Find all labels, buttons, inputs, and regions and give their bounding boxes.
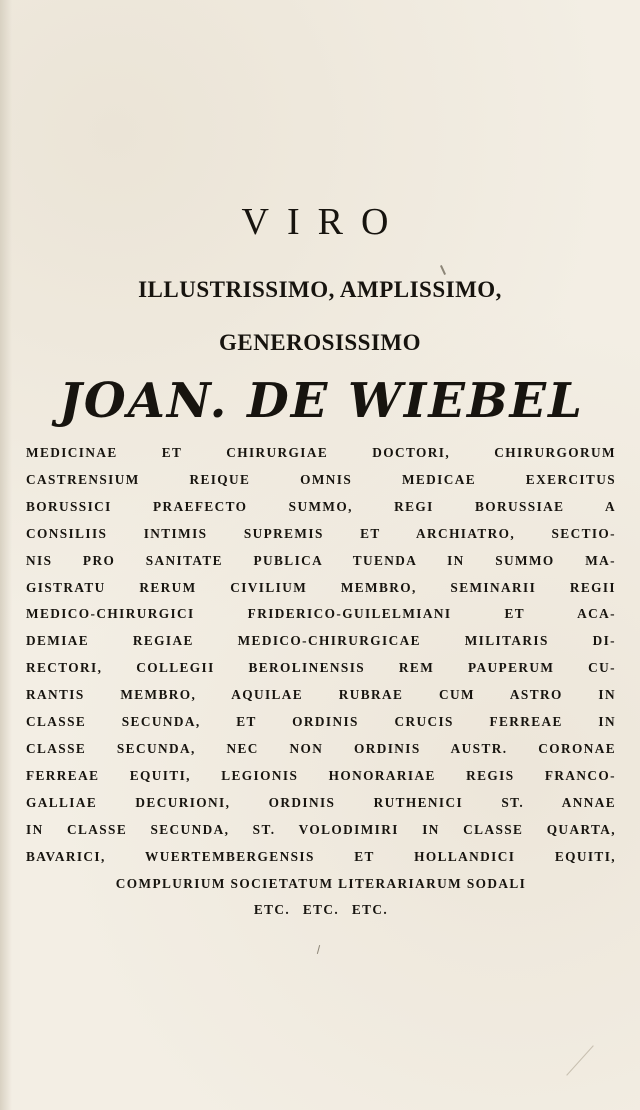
dedication-generosissimo: GENEROSISSIMO xyxy=(218,330,422,355)
dedicatee-titles xyxy=(26,440,616,924)
title-line: GISTRATU RERUM CIVILIUM MEMBRO, SEMINARII REGII xyxy=(26,579,616,595)
title-line: DEMIAE REGIAE MEDICO-CHIRURGICAE MILITARIS DI- xyxy=(26,633,616,649)
dedicatee-name: JOAN. DE WIEBEL xyxy=(59,373,584,429)
etc-line: ETC. ETC. ETC. xyxy=(253,902,389,918)
title-line: RECTORI, COLLEGII BEROLINENSIS REM PAUPERUM CU- xyxy=(26,660,616,676)
dedication-viro: VIRO xyxy=(241,201,407,243)
paper-speck xyxy=(566,1045,594,1075)
title-line: CLASSE SECUNDA, NEC NON ORDINIS AUSTR. CORONAE xyxy=(26,740,616,756)
title-line: CONSILIIS INTIMIS SUPREMIS ET ARCHIATRO, SECTIO- xyxy=(26,525,616,541)
title-line: FERREAE EQUITI, LEGIONIS HONORARIAE REGIS FRANCO- xyxy=(26,767,616,783)
title-line: CLASSE SECUNDA, ET ORDINIS CRUCIS FERREAE IN xyxy=(26,714,616,730)
page-binding-edge xyxy=(0,0,12,1110)
title-line: BAVARICI, WUERTEMBERGENSIS ET HOLLANDICI EQUITI, xyxy=(26,848,616,864)
title-line: RANTIS MEMBRO, AQUILAE RUBRAE CUM ASTRO IN xyxy=(26,687,616,703)
title-line: MEDICO-CHIRURGICI FRIDERICO-GUILELMIANI ET ACA- xyxy=(26,606,616,622)
title-line: CASTRENSIUM REIQUE OMNIS MEDICAE EXERCITUS xyxy=(26,471,616,487)
title-line: MEDICINAE ET CHIRURGIAE DOCTORI, CHIRURGORUM xyxy=(26,445,616,460)
title-line: COMPLURIUM SOCIETATUM LITERARIARUM SODALI xyxy=(115,875,527,891)
title-line: GALLIAE DECURIONI, ORDINIS RUTHENICI ST. ANNAE xyxy=(26,794,616,810)
paper-speck xyxy=(317,945,320,954)
title-line: NIS PRO SANITATE PUBLICA TUENDA IN SUMMO MA- xyxy=(26,552,616,568)
title-line: BORUSSICI PRAEFECTO SUMMO, REGI BORUSSIAE A xyxy=(26,498,616,514)
dedication-honorifics: ILLUSTRISSIMO, AMPLISSIMO, xyxy=(138,277,502,302)
paper-speck xyxy=(440,265,446,275)
title-line: IN CLASSE SECUNDA, ST. VOLODIMIRI IN CLASSE QUARTA, xyxy=(26,821,616,837)
